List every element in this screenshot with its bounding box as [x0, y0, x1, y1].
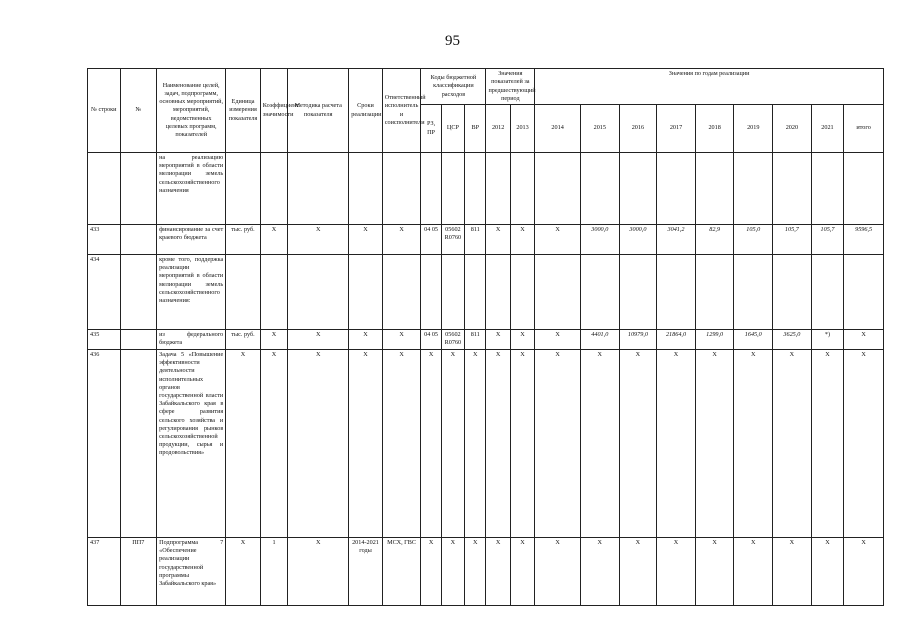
code-cell [120, 255, 157, 330]
csr-cell: 05602 R0760 [441, 225, 464, 255]
year-value-cell [510, 255, 534, 330]
header-name: Наименование целей, задач, подпрограмм, основных мероприятий, мероприятий, ведомственных целевых программ, показателей [157, 69, 226, 153]
header-vr: ВР [465, 105, 486, 153]
unit-cell: X [226, 538, 261, 606]
table-row [88, 330, 884, 350]
total-cell: X [844, 350, 884, 538]
year-value-cell: X [734, 538, 773, 606]
csr-cell: X [441, 350, 464, 538]
year-value-cell: X [535, 225, 581, 255]
header-executor: Ответственный исполнитель и соисполнители [382, 69, 421, 153]
executor-cell: X [382, 350, 421, 538]
rz-cell [421, 255, 441, 330]
row-number-cell: 436 [88, 350, 121, 538]
header-csr: ЦСР [441, 105, 464, 153]
year-value-cell: X [773, 350, 812, 538]
code-cell: ПП7 [120, 538, 157, 606]
year-value-cell: X [619, 350, 657, 538]
row-number-cell: 435 [88, 330, 121, 350]
year-value-cell [811, 255, 844, 330]
unit-cell [226, 153, 261, 225]
coef-cell: X [260, 225, 287, 255]
year-value-cell: 105,0 [734, 225, 773, 255]
header-year: 2016 [619, 105, 657, 153]
year-value-cell: 1299,0 [695, 330, 734, 350]
csr-cell [441, 255, 464, 330]
page-number: 95 [445, 33, 460, 49]
total-cell: X [844, 330, 884, 350]
name-cell: на реализацию мероприятий в области мелиорации земель сельскохозяйственного назначения [157, 153, 226, 225]
total-cell [844, 255, 884, 330]
rz-cell: 04 05 [421, 225, 441, 255]
year-value-cell [811, 153, 844, 225]
name-cell: кроме того, поддержка реализации мероприятий в области мелиорации земель сельскохозяйственного назначения: [157, 255, 226, 330]
year-value-cell [657, 153, 696, 225]
code-cell [120, 350, 157, 538]
table-row [88, 153, 884, 225]
code-cell [120, 330, 157, 350]
terms-cell: X [349, 330, 383, 350]
vr-cell: 811 [465, 225, 486, 255]
year-value-cell: X [811, 538, 844, 606]
header-method: Методика расчета показателя [288, 69, 349, 153]
year-value-cell [657, 255, 696, 330]
year-value-cell: X [535, 330, 581, 350]
year-value-cell: X [773, 538, 812, 606]
header-row-no: № строки [88, 69, 121, 153]
table-body [88, 153, 884, 606]
header-coef: Коэффициент значимости [260, 69, 287, 153]
year-value-cell [695, 153, 734, 225]
executor-cell: X [382, 330, 421, 350]
csr-cell: 05602 R0760 [441, 330, 464, 350]
year-value-cell: 105,7 [773, 225, 812, 255]
executor-cell [382, 153, 421, 225]
year-value-cell: X [535, 350, 581, 538]
year-value-cell: X [510, 330, 534, 350]
year-value-cell: X [510, 538, 534, 606]
method-cell: X [288, 225, 349, 255]
year-value-cell: 21864,0 [657, 330, 696, 350]
year-value-cell: 3000,0 [580, 225, 619, 255]
year-value-cell: X [695, 350, 734, 538]
year-value-cell: 3000,0 [619, 225, 657, 255]
header-no: № [120, 69, 157, 153]
terms-cell: 2014-2021 годы [349, 538, 383, 606]
year-value-cell: X [657, 538, 696, 606]
unit-cell: X [226, 350, 261, 538]
year-value-cell [486, 153, 510, 225]
year-value-cell: X [486, 538, 510, 606]
year-value-cell: X [619, 538, 657, 606]
year-value-cell: X [486, 350, 510, 538]
name-cell: Задача 5 «Повышение эффективности деятельности исполнительных органов государственной власти Забайкальского края в сфере развития сельского хозяйства и регулирования рынков сельскохозяйственной продукции, сырья и продовольствия» [157, 350, 226, 538]
csr-cell [441, 153, 464, 225]
method-cell: X [288, 538, 349, 606]
row-number-cell: 434 [88, 255, 121, 330]
year-value-cell: *) [811, 330, 844, 350]
header-year: 2018 [695, 105, 734, 153]
coef-cell: 1 [260, 538, 287, 606]
row-number-cell: 437 [88, 538, 121, 606]
year-value-cell [486, 255, 510, 330]
rz-cell [421, 153, 441, 225]
year-value-cell: X [811, 350, 844, 538]
table-row [88, 255, 884, 330]
row-number-cell: 433 [88, 225, 121, 255]
unit-cell: тыс. руб. [226, 225, 261, 255]
unit-cell: тыс. руб. [226, 330, 261, 350]
method-cell: X [288, 330, 349, 350]
year-value-cell: 3625,0 [773, 330, 812, 350]
vr-cell: X [465, 350, 486, 538]
vr-cell [465, 255, 486, 330]
unit-cell [226, 255, 261, 330]
header-year: 2019 [734, 105, 773, 153]
year-value-cell [510, 153, 534, 225]
header-year: 2014 [535, 105, 581, 153]
year-value-cell: 82,9 [695, 225, 734, 255]
year-value-cell [773, 153, 812, 225]
header-year: 2021 [811, 105, 844, 153]
year-value-cell: 4401,0 [580, 330, 619, 350]
coef-cell: X [260, 350, 287, 538]
year-value-cell [580, 153, 619, 225]
header-year: 2015 [580, 105, 619, 153]
year-value-cell: 3041,2 [657, 225, 696, 255]
coef-cell: X [260, 330, 287, 350]
header-year: 2020 [773, 105, 812, 153]
table-row [88, 225, 884, 255]
code-cell [120, 225, 157, 255]
year-value-cell [695, 255, 734, 330]
header-rz: РЗ, ПР [421, 105, 441, 153]
csr-cell: X [441, 538, 464, 606]
executor-cell: X [382, 225, 421, 255]
terms-cell: X [349, 225, 383, 255]
terms-cell [349, 153, 383, 225]
year-value-cell: 10979,0 [619, 330, 657, 350]
terms-cell: X [349, 350, 383, 538]
name-cell: из федерального бюджета [157, 330, 226, 350]
method-cell [288, 255, 349, 330]
year-value-cell: X [695, 538, 734, 606]
header-year: 2012 [486, 105, 510, 153]
rz-cell: 04 05 [421, 330, 441, 350]
year-value-cell: X [580, 350, 619, 538]
year-value-cell [619, 255, 657, 330]
year-value-cell: X [580, 538, 619, 606]
budget-table [87, 68, 884, 606]
header-years-values: Значения по годам реализации [535, 69, 884, 105]
header-year: 2017 [657, 105, 696, 153]
year-value-cell: X [657, 350, 696, 538]
name-cell: финансирование за счет краевого бюджета [157, 225, 226, 255]
year-value-cell [535, 255, 581, 330]
coef-cell [260, 255, 287, 330]
rz-cell: X [421, 538, 441, 606]
year-value-cell [535, 153, 581, 225]
year-value-cell: 105,7 [811, 225, 844, 255]
table-row [88, 350, 884, 538]
header-terms: Сроки реализации [349, 69, 383, 153]
total-cell: X [844, 538, 884, 606]
year-value-cell: X [510, 225, 534, 255]
coef-cell [260, 153, 287, 225]
vr-cell [465, 153, 486, 225]
year-value-cell: X [510, 350, 534, 538]
vr-cell: 811 [465, 330, 486, 350]
vr-cell: X [465, 538, 486, 606]
year-value-cell: 1645,0 [734, 330, 773, 350]
year-value-cell: X [734, 350, 773, 538]
year-value-cell [619, 153, 657, 225]
method-cell: X [288, 350, 349, 538]
row-number-cell [88, 153, 121, 225]
header-unit: Единица измерения показателя [226, 69, 261, 153]
executor-cell [382, 255, 421, 330]
year-value-cell: X [535, 538, 581, 606]
header-budget-codes: Коды бюджетной классификации расходов [421, 69, 486, 105]
table-row [88, 538, 884, 606]
year-value-cell [580, 255, 619, 330]
header-total: итого [844, 105, 884, 153]
total-cell [844, 153, 884, 225]
year-value-cell: X [486, 225, 510, 255]
header-year: 2013 [510, 105, 534, 153]
year-value-cell [734, 255, 773, 330]
year-value-cell [773, 255, 812, 330]
rz-cell: X [421, 350, 441, 538]
method-cell [288, 153, 349, 225]
terms-cell [349, 255, 383, 330]
code-cell [120, 153, 157, 225]
total-cell: 9596,5 [844, 225, 884, 255]
year-value-cell: X [486, 330, 510, 350]
header-prev-values: Значения показателей за предшествующий период [486, 69, 535, 105]
year-value-cell [734, 153, 773, 225]
name-cell: Подпрограмма 7 «Обеспечение реализации государственной программы Забайкальского края» [157, 538, 226, 606]
executor-cell: МСХ, ГВС [382, 538, 421, 606]
